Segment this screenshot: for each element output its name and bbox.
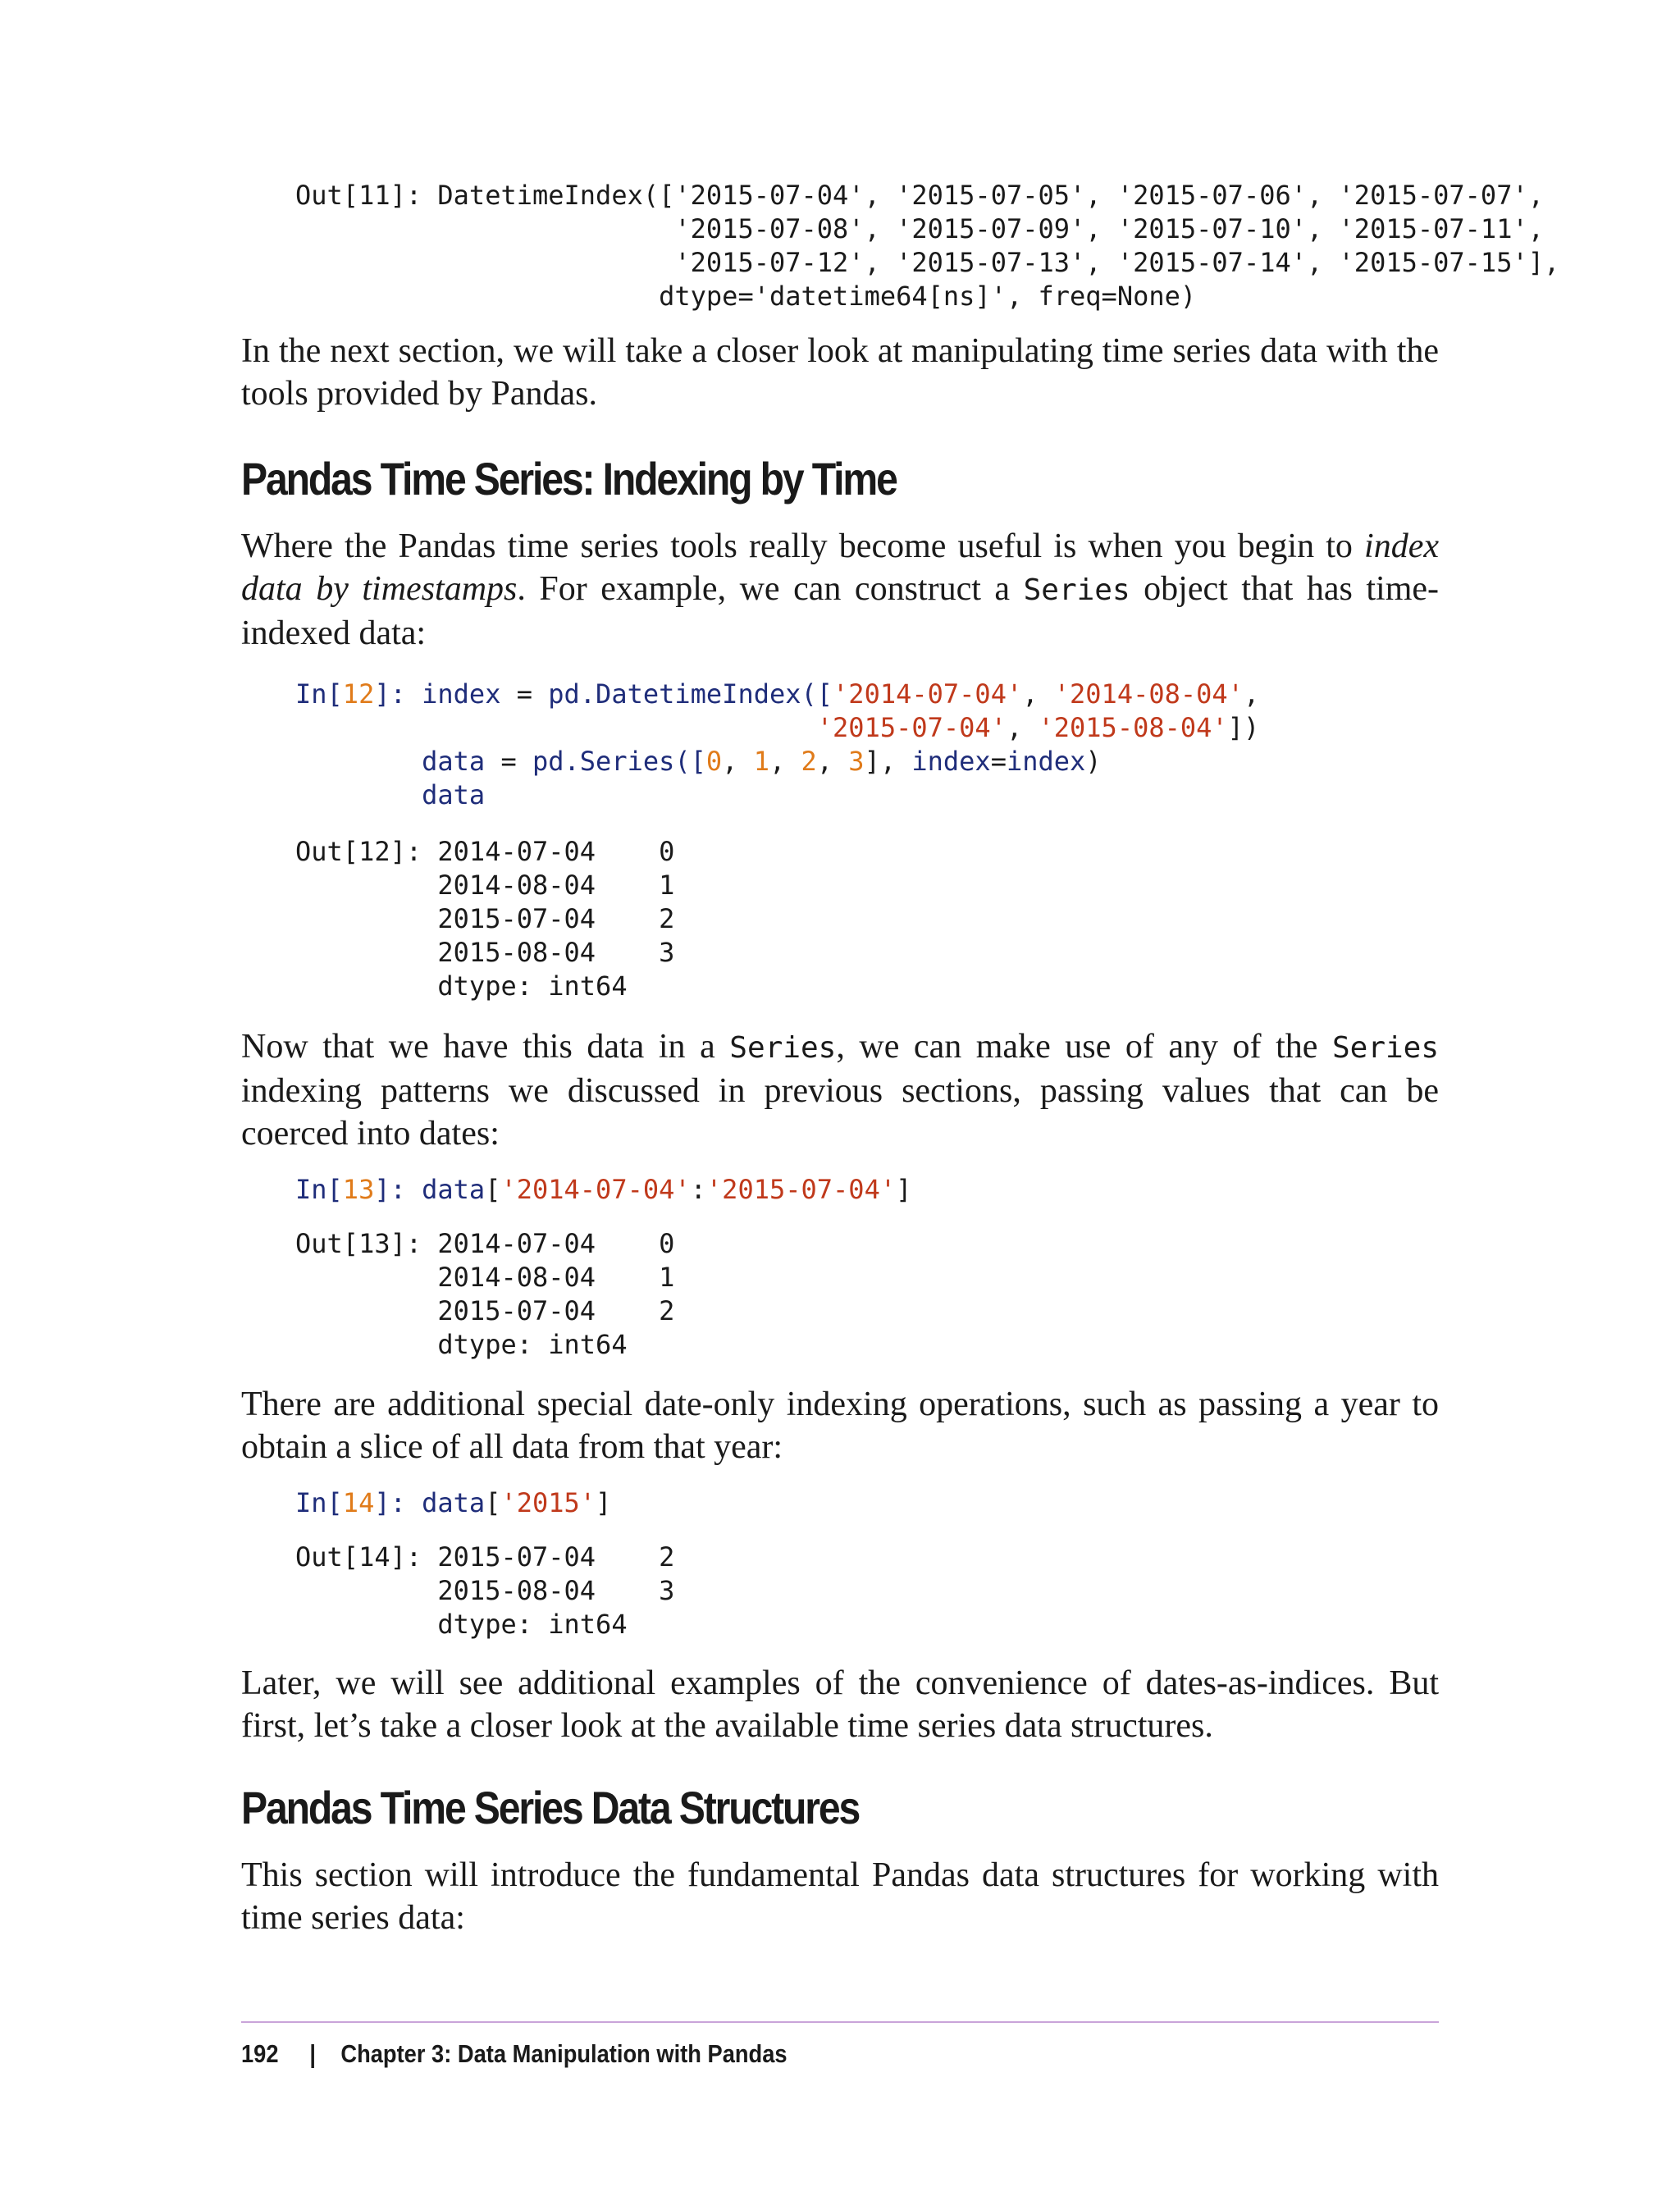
page-footer bbox=[241, 2038, 788, 2070]
body-paragraph: Later, we will see additional examples of the convenience of dates-as-indices. But first, let’s take a closer look at the available time series data structures. bbox=[241, 1664, 1439, 1745]
body-paragraph: This section will introduce the fundamental Pandas data structures for working with time series data: bbox=[241, 1856, 1439, 1937]
code-input-12: In[12]: index = pd.DatetimeIndex(['2014-07-04', '2014-08-04', '2015-07-04', '2015-08-04']) data = pd.Series([0, 1, 2, 3], index=index) data bbox=[295, 678, 1260, 810]
code-line: '2015-07-08', '2015-07-09', '2015-07-10', '2015-07-11', bbox=[295, 213, 1544, 244]
code-line: dtype='datetime64[ns]', freq=None) bbox=[295, 281, 1197, 312]
footer-divider bbox=[241, 2021, 1439, 2023]
code-input-14: In[14]: data['2015'] bbox=[295, 1487, 612, 1518]
footer-separator: | bbox=[309, 2039, 317, 2068]
emphasis-text: index data by timestamps bbox=[241, 527, 1439, 608]
body-paragraph: In the next section, we will take a closer look at manipulating time series data with the tools provided by Pandas. bbox=[241, 332, 1439, 413]
body-paragraph: Where the Pandas time series tools really become useful is when you begin to index data by timestamps. For example, we can construct a Series object that has time-indexed data: bbox=[241, 527, 1439, 652]
inline-code: Series bbox=[729, 1031, 837, 1065]
body-paragraph: There are additional special date-only indexing operations, such as passing a year to obtain a slice of all data from that year: bbox=[241, 1386, 1439, 1466]
code-input-13: In[13]: data['2014-07-04':'2015-07-04'] bbox=[295, 1174, 912, 1205]
page-number: 192 bbox=[241, 2039, 279, 2068]
code-output-11 bbox=[295, 179, 1559, 313]
code-output-14: Out[14]: 2015-07-04 2 2015-08-04 3 dtype: int64 bbox=[295, 1541, 675, 1640]
inline-code: Series bbox=[1331, 1031, 1440, 1065]
inline-code: Series bbox=[1023, 573, 1130, 607]
code-line: '2015-07-12', '2015-07-13', '2015-07-14', '2015-07-15'], bbox=[295, 247, 1560, 278]
code-line: Out[11]: DatetimeIndex(['2015-07-04', '2015-07-05', '2015-07-06', '2015-07-07', bbox=[295, 180, 1544, 211]
code-output-12: Out[12]: 2014-07-04 0 2014-08-04 1 2015-07-04 2 2015-08-04 3 dtype: int64 bbox=[295, 836, 675, 1002]
body-paragraph: Now that we have this data in a Series, we can make use of any of the Series indexing patterns we discussed in previous sections, passing values that can be coerced into dates: bbox=[241, 1028, 1440, 1153]
code-output-13: Out[13]: 2014-07-04 0 2014-08-04 1 2015-07-04 2 dtype: int64 bbox=[295, 1228, 675, 1360]
chapter-title: Chapter 3: Data Manipulation with Pandas bbox=[340, 2039, 788, 2068]
section-heading: Pandas Time Series: Indexing by Time bbox=[241, 453, 897, 504]
section-heading: Pandas Time Series Data Structures bbox=[241, 1782, 860, 1833]
